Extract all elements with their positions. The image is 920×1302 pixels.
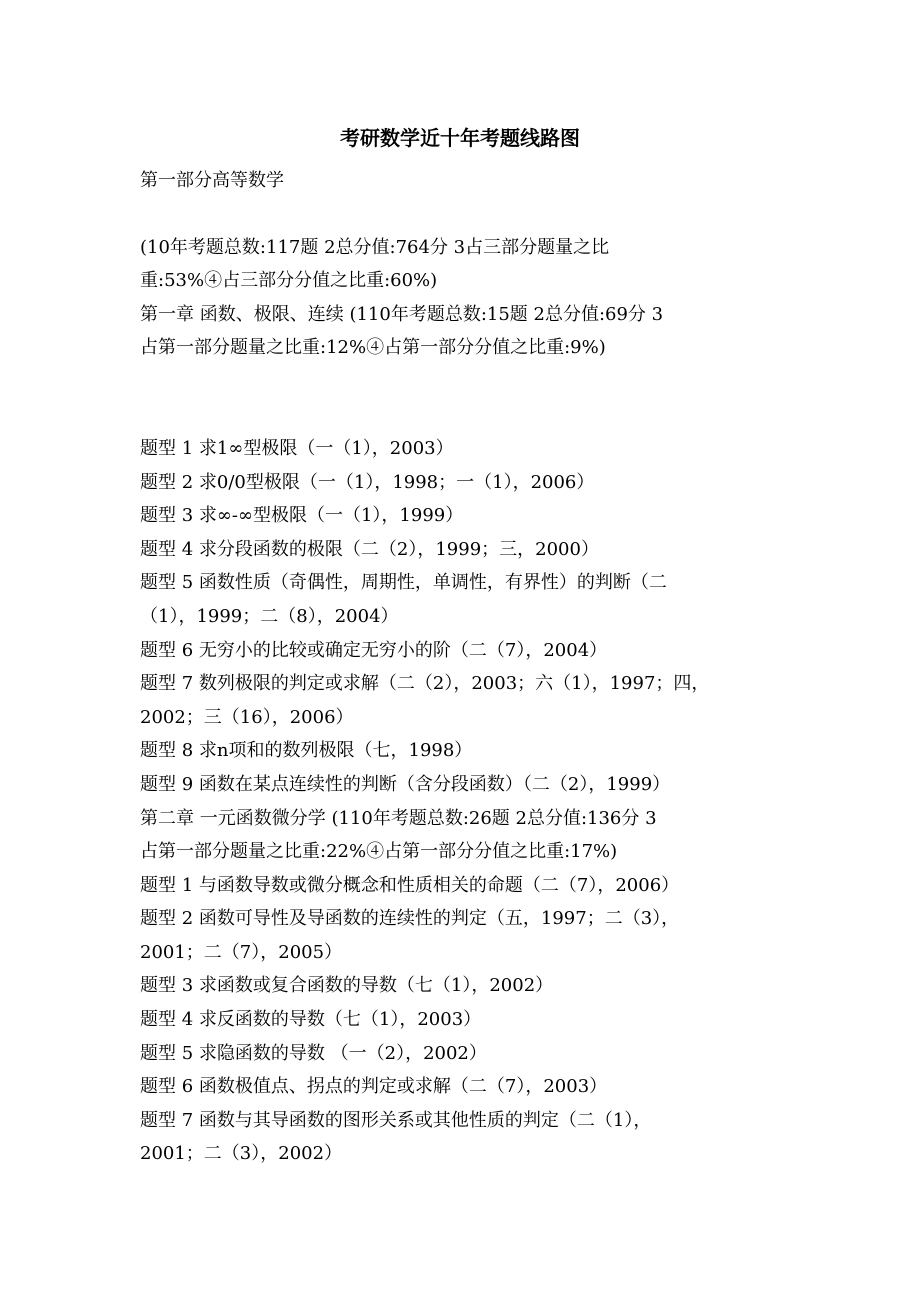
list-item: 题型 3 求函数或复合函数的导数（七（1），2002） (140, 975, 554, 997)
list-item: 题型 5 函数性质（奇偶性，周期性，单调性，有界性）的判断（二 (140, 572, 667, 594)
text-line: 占第一部分题量之比重:22%④占第一部分分值之比重:17%) (140, 841, 618, 863)
document-title: 考研数学近十年考题线路图 (340, 126, 580, 150)
list-item: （1），1999；二（8），2004） (140, 605, 399, 627)
part-heading: 第一部分高等数学 (140, 170, 284, 191)
list-item: 题型 4 求反函数的导数（七（1），2003） (140, 1009, 482, 1031)
list-item: 2001；二（7），2005） (140, 941, 343, 963)
chapter-heading: 第一章 函数、极限、连续 (110年考题总数:15题 2总分值:69分 3 (140, 303, 664, 325)
document-body (140, 164, 800, 1171)
text-line: 重:53%④占三部分分值之比重:60%) (140, 270, 438, 292)
list-item: 2001；二（3），2002） (140, 1143, 343, 1165)
list-item: 题型 8 求n项和的数列极限（七，1998） (140, 740, 473, 762)
list-item: 题型 4 求分段函数的极限（二（2），1999；三，2000） (140, 538, 599, 560)
list-item: 题型 2 函数可导性及导函数的连续性的判定（五，1997；二（3）， (140, 908, 680, 930)
text-line: 占第一部分题量之比重:12%④占第一部分分值之比重:9%) (140, 337, 606, 359)
list-item: 题型 1 与函数导数或微分概念和性质相关的命题（二（7），2006） (140, 874, 680, 896)
list-item: 题型 5 求隐函数的导数 （一（2），2002） (140, 1042, 487, 1064)
text-line: (10年考题总数:117题 2总分值:764分 3占三部分题量之比 (140, 236, 610, 258)
list-item: 题型 7 函数与其导函数的图形关系或其他性质的判定（二（1）， (140, 1109, 652, 1131)
list-item: 题型 2 求0/0型极限（一（1），1998；一（1），2006） (140, 471, 595, 493)
list-item: 题型 6 函数极值点、拐点的判定或求解（二（7），2003） (140, 1076, 608, 1098)
chapter-heading: 第二章 一元函数微分学 (110年考题总数:26题 2总分值:136分 3 (140, 807, 657, 829)
list-item: 题型 7 数列极限的判定或求解（二（2），2003；六（1），1997；四， (140, 673, 710, 695)
list-item: 题型 6 无穷小的比较或确定无穷小的阶（二（7），2004） (140, 639, 608, 661)
list-item: 2002；三（16），2006） (140, 706, 354, 728)
list-item: 题型 3 求∞-∞型极限（一（1），1999） (140, 505, 464, 527)
list-item: 题型 1 求1∞型极限（一（1），2003） (140, 437, 454, 459)
list-item: 题型 9 函数在某点连续性的判断（含分段函数）（二（2），1999） (140, 773, 671, 795)
